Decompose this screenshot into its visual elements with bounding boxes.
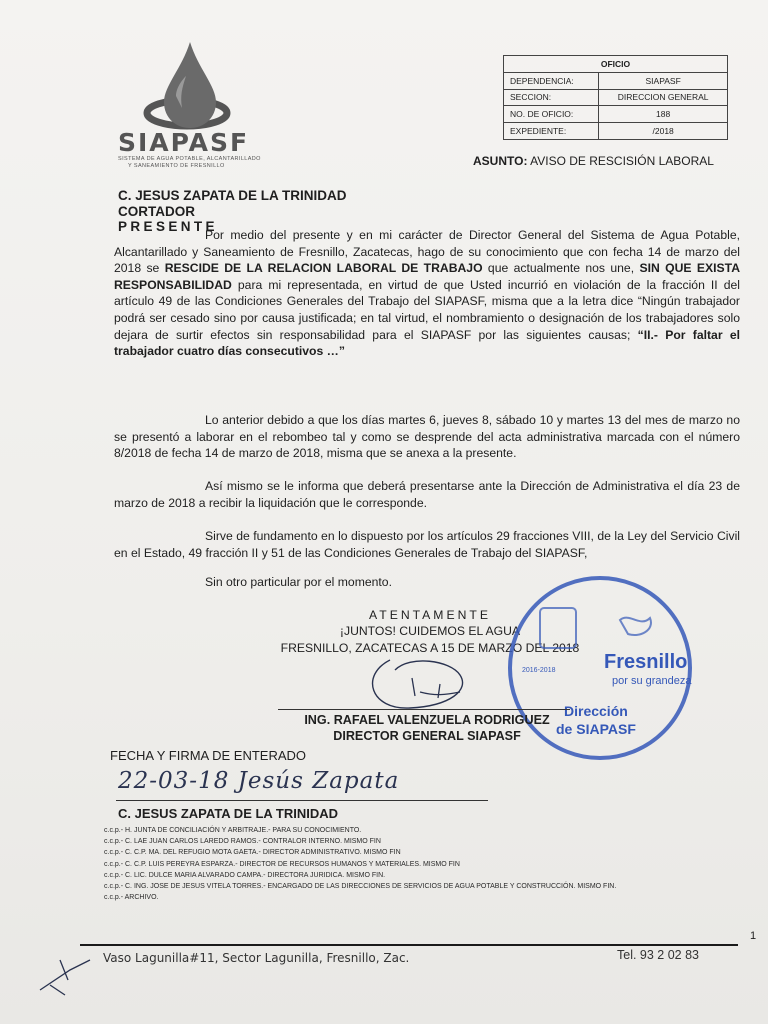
table-row [504,106,728,123]
oficio-table-header: OFICIO [504,56,728,73]
handwritten-date-signature: 22-03-18 Jesús Zapata [118,768,400,794]
footer-phone: Tel. 93 2 02 83 [617,948,700,962]
text-run-bold: SIN QUE EXISTA RESPONSABILIDAD [114,261,741,292]
logo-tagline-line2: Y SANEAMIENTO DE FRESNILLO [128,163,225,169]
list-item: c.c.p.- C. C.P. LUIS PEREYRA ESPARZA.- DIRECTOR DE RECURSOS HUMANOS Y MATERIALES. MISMO FIN [104,860,460,868]
logo-tagline-line1: SISTEMA DE AGUA POTABLE, ALCANTARILLADO [118,156,261,162]
oficio-value: /2018 [599,123,728,140]
signer-block [282,712,572,744]
oficio-table [503,55,728,140]
signer-title: DIRECTOR GENERAL SIAPASF [333,729,521,743]
paragraph-text: Sin otro particular por el momento. [205,575,392,589]
addressee-name: C. JESUS ZAPATA DE LA TRINIDAD [118,188,347,203]
pen-mark-icon [30,940,100,1000]
table-row [504,89,728,106]
closing-motto: ¡JUNTOS! CUIDEMOS EL AGUA [339,624,521,639]
body-paragraph-1 [114,227,740,360]
list-item: c.c.p.- C. ING. JOSE DE JESUS VITELA TORRES.- ENCARGADO DE LAS DIRECCIONES DE SERVICIOS DE AGUA POTABLE Y CONSTRUCCIÓN. MISMO FIN. [104,883,617,891]
oficio-value: DIRECCION GENERAL [599,89,728,106]
stamp-slogan: por su grandeza [612,675,692,687]
footer-address: Vaso Lagunilla#11, Sector Lagunilla, Fresnillo, Zac. [103,951,410,965]
list-item: c.c.p.- C. LAE JUAN CARLOS LAREDO RAMOS.- CONTRALOR INTERNO. MISMO FIN [104,838,381,846]
ccp-list [104,825,724,903]
list-item: c.c.p.- H. JUNTA DE CONCILIACIÓN Y ARBITRAJE.- PARA SU CONOCIMIENTO. [104,827,362,834]
paragraph-text: Así mismo se le informa que deberá presentarse ante la Dirección de Administrativa el día 23 de marzo de 2018 a recibir la liquidación que le corresponde. [114,479,740,510]
subject-line [473,154,714,168]
table-row [504,123,728,140]
text-run-bold: RESCIDE DE LA RELACION LABORAL DE TRABAJO [164,261,483,276]
list-item: c.c.p.- C. C.P. MA. DEL REFUGIO MOTA GAETA.- DIRECTOR ADMINISTRATIVO. MISMO FIN [104,849,401,857]
text-run: para mi representada, en virtud de que Usted incurrió en violación de la fracción II del artículo 49 de las Condiciones Generales del Trabajo del SIAPASF, misma que a la letra dice “Ningún trabajador podrá ser cesado sino por causa justificada; en tal virtud, el nombramiento o designación de los trabajadores solo dejara de surtir efectos sin responsabilidad para el SIAPASF por las siguientes causas; [114,277,740,342]
stamp-dept-line1: Dirección [564,703,628,719]
oficio-value: SIAPASF [599,72,728,89]
closing-atentamente: ATENTAMENTE [369,608,491,622]
text-run: que actualmente nos une, [482,261,640,276]
oficio-label: NO. DE OFICIO: [504,106,599,123]
page-number: 1 [750,930,757,942]
oficio-label: DEPENDENCIA: [504,72,599,89]
list-item: c.c.p.- C. LIC. DULCE MARIA ALVARADO CAMPA.- DIRECTORA JURIDICA. MISMO FIN. [104,871,386,879]
signature-line [278,709,570,710]
paragraph-text: Sirve de fundamento en lo dispuesto por los artículos 29 fracciones VIII, de la Ley del Servicio Civil en el Estado, 49 fracción II y 51 de las Condiciones Generales de Trabajo del SIAPASF, [114,529,740,560]
stamp-period: 2016-2018 [522,667,556,674]
table-row [504,72,728,89]
logo-wordmark: SIAPASF [118,128,250,157]
body-paragraph-2 [114,412,740,462]
body-paragraph-4 [114,528,740,561]
text-run-bold: “II.- Por faltar el trabajador cuatro días consecutivos …” [114,327,740,359]
subject-label: ASUNTO: [473,154,528,168]
footer-divider [80,944,738,946]
stamp-city: Fresnillo [604,651,688,673]
logo-tagline [118,156,288,170]
oficio-value: 188 [599,106,728,123]
stamp-dept-line2: de SIAPASF [556,721,636,737]
closing-place-date: FRESNILLO, ZACATECAS A 15 DE MARZO DEL 2018 [280,640,580,655]
list-item: c.c.p.- ARCHIVO. [104,894,159,902]
receipt-label: FECHA Y FIRMA DE ENTERADO [110,748,307,763]
receipt-name: C. JESUS ZAPATA DE LA TRINIDAD [118,806,339,821]
receipt-line [116,800,488,801]
addressee-role: CORTADOR [118,203,195,219]
subject-value: AVISO DE RESCISIÓN LABORAL [530,154,714,168]
signer-name: ING. RAFAEL VALENZUELA RODRIGUEZ [304,713,550,727]
oficio-label: EXPEDIENTE: [504,123,599,140]
body-paragraph-3 [114,478,740,511]
text-run: Por medio del presente y en mi carácter de Director General del Sistema de Agua Potable, Alcantarillado y Saneamiento de Fresnillo, Zacatecas, hago de su conocimiento que con fecha 14 de marzo del 2018 se [114,228,740,276]
oficio-label: SECCION: [504,89,599,106]
addressee-presente: PRESENTE [118,219,218,234]
paragraph-text: Lo anterior debido a que los días martes 6, jueves 8, sábado 10 y martes 13 del mes de marzo no se presentó a laborar en el rebombeo tal y como se desprende del acta administrativa marcada con el número 8/2018 de fecha 14 de marzo de 2018, misma que se anexa a la presente. [114,413,740,461]
